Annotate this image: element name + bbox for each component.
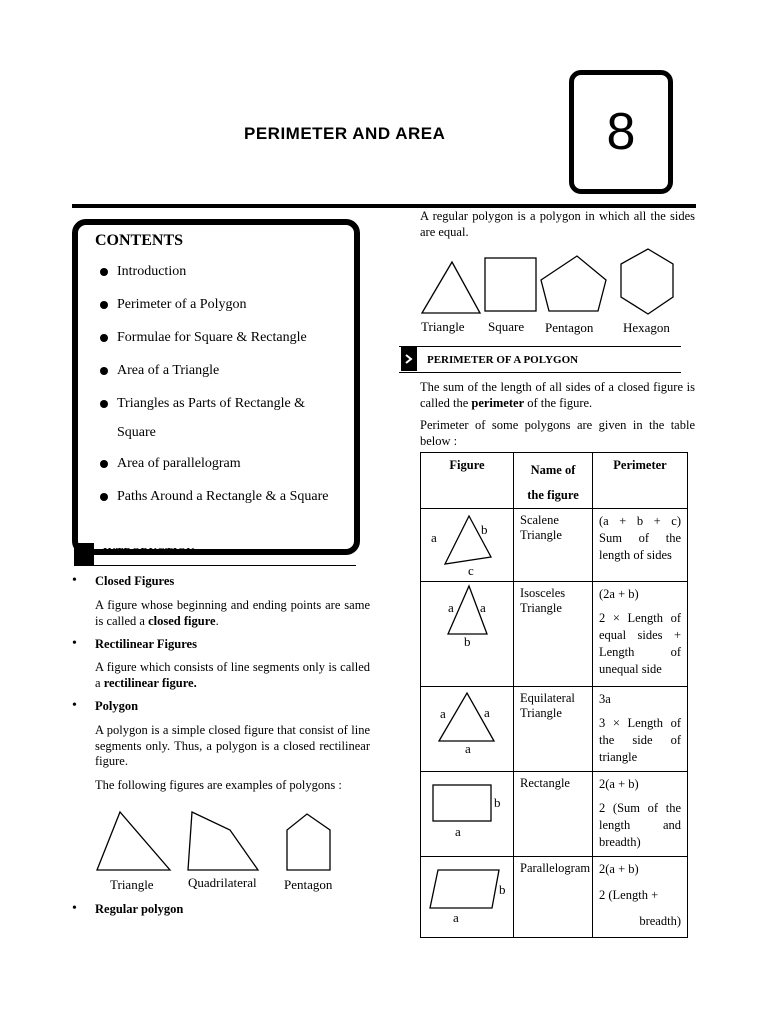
side-label: a (465, 741, 471, 756)
perimeter-table (420, 452, 688, 938)
section-rule (399, 372, 681, 373)
paragraph-closed-figures: A figure whose beginning and ending points are same is called a closed figure. (95, 598, 370, 628)
equilateral-triangle-figure (421, 687, 513, 767)
table-row (421, 582, 688, 687)
section-marker-icon (401, 347, 417, 371)
regular-polygons-figure (418, 248, 680, 318)
quadrilateral-shape (188, 812, 258, 870)
heading-polygon: Polygon (95, 699, 139, 713)
isosceles-triangle-figure (421, 582, 513, 682)
rectangle-figure (421, 772, 513, 852)
paragraph-polygon: A polygon is a simple closed figure that consist of line segments only. Thus, a polygon is a closed rectilinear figure. (95, 723, 370, 768)
section-marker-icon (74, 543, 94, 565)
bullet-icon (100, 460, 108, 468)
hexagon-shape (621, 249, 673, 314)
pentagon-shape (287, 814, 330, 870)
header-rule (72, 204, 696, 208)
table-row (421, 509, 688, 582)
bullet-icon (100, 268, 108, 276)
figure-label: Quadrilateral (188, 875, 257, 890)
figure-label: Pentagon (284, 877, 333, 892)
table-row (421, 857, 688, 938)
chevron-right-icon (401, 347, 417, 371)
table-header-perimeter: Perimeter (593, 453, 688, 509)
side-label: b (499, 882, 506, 897)
side-label: b (481, 522, 488, 537)
bullet-icon (100, 334, 108, 342)
bullet-icon: • (72, 698, 77, 713)
table-cell-perimeter: 2(a + b) 2 (Length + breadth) (593, 857, 688, 938)
heading-rectilinear-figures: Rectilinear Figures (95, 637, 197, 651)
section-heading-perimeter: PERIMETER OF A POLYGON (427, 354, 579, 366)
shape-label: Pentagon (545, 320, 594, 335)
triangle-shape (97, 812, 170, 870)
table-header-figure: Figure (421, 453, 514, 509)
table-cell-figure (421, 582, 514, 687)
paragraph-polygon-examples: The following figures are examples of polygons : (95, 778, 342, 792)
table-cell-figure (421, 687, 514, 772)
section-rule (74, 565, 356, 566)
table-cell-perimeter: 2(a + b) 2 (Sum of the length and breadth) (593, 772, 688, 857)
bullet-icon (100, 301, 108, 309)
scalene-triangle-figure (421, 509, 513, 577)
heading-closed-figures: Closed Figures (95, 574, 175, 588)
heading-regular-polygon: Regular polygon (95, 902, 184, 916)
table-cell-perimeter: (a + b + c) Sum of the length of sides (593, 509, 688, 582)
bullet-icon (100, 493, 108, 501)
side-label: a (484, 705, 490, 720)
table-row (421, 687, 688, 772)
table-header-row (421, 453, 688, 509)
parallelogram-figure (421, 857, 513, 933)
shape-label: Triangle (421, 319, 465, 334)
shape-label: Square (488, 319, 525, 334)
chapter-number-box (569, 70, 673, 194)
table-cell-figure (421, 509, 514, 582)
table-cell-name: Scalene Triangle (514, 509, 593, 582)
table-cell-perimeter: (2a + b) 2 × Length of equal sides + Length of unequal side (593, 582, 688, 687)
bullet-icon: • (72, 573, 77, 588)
polygon-examples-figure (92, 806, 342, 878)
table-cell-name: Parallelogram (514, 857, 593, 938)
square-shape (485, 258, 536, 311)
side-label: a (453, 910, 459, 925)
side-label: a (455, 824, 461, 839)
table-cell-name: Isosceles Triangle (514, 582, 593, 687)
bullet-icon: • (72, 901, 77, 916)
bullet-icon: • (72, 636, 77, 651)
bullet-icon (100, 400, 108, 408)
side-label: a (440, 706, 446, 721)
page-title: PERIMETER AND AREA (244, 124, 446, 143)
side-label: a (448, 600, 454, 615)
section-heading-introduction: INTRODUCTION (103, 546, 195, 558)
table-cell-figure (421, 857, 514, 938)
table-cell-name: Equilateral Triangle (514, 687, 593, 772)
table-header-name: Name of the figure (514, 453, 593, 509)
paragraph-perimeter-definition: The sum of the length of all sides of a closed figure is called the perimeter of the figure. (420, 380, 695, 410)
table-cell-name: Rectangle (514, 772, 593, 857)
paragraph-regular-polygon: A regular polygon is a polygon in which all the sides are equal. (420, 209, 695, 239)
figure-label: Triangle (110, 877, 154, 892)
regular-pentagon-shape (541, 256, 606, 311)
side-label: a (480, 600, 486, 615)
side-label: a (431, 530, 437, 545)
table-cell-perimeter: 3a 3 × Length of the side of triangle (593, 687, 688, 772)
side-label: c (468, 563, 474, 577)
paragraph-perimeter-table-intro: Perimeter of some polygons are given in the table below : (420, 418, 695, 448)
table-row (421, 772, 688, 857)
side-label: b (464, 634, 471, 649)
chapter-number: 8 (606, 103, 636, 161)
regular-triangle-shape (422, 262, 480, 313)
section-rule (399, 346, 681, 347)
table-cell-figure (421, 772, 514, 857)
shape-label: Hexagon (623, 320, 670, 335)
paragraph-rectilinear: A figure which consists of line segments only is called a rectilinear figure. (95, 660, 370, 690)
bullet-icon (100, 367, 108, 375)
contents-title: CONTENTS (95, 232, 184, 249)
side-label: b (494, 795, 501, 810)
